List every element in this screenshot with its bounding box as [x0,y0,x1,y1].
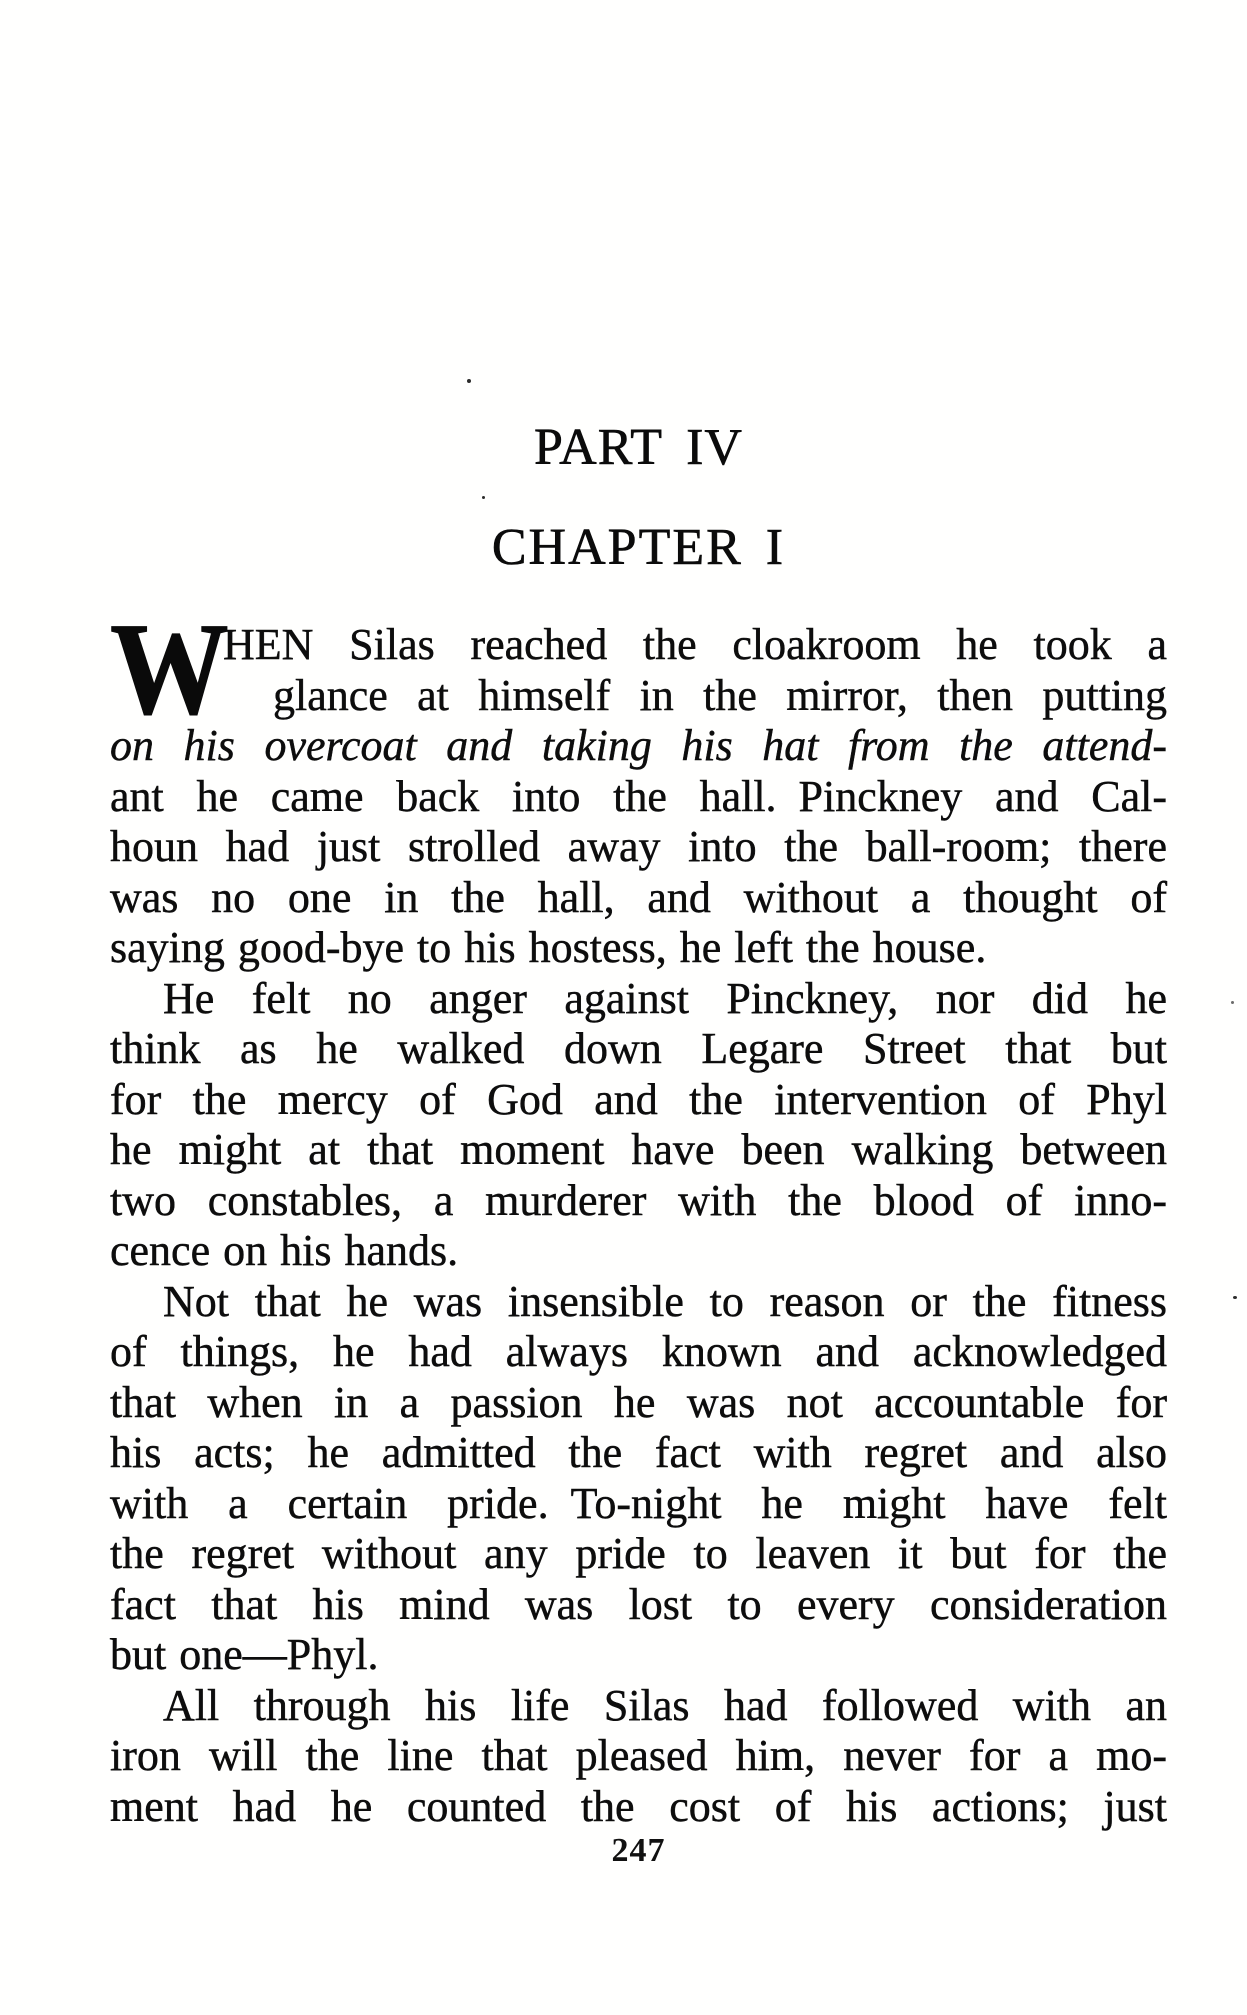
text-line: for the mercy of God and the intervention of Phyl [110,1074,1167,1124]
scan-speck [1233,1296,1237,1299]
chapter-heading: CHAPTER I [491,519,786,576]
scan-speck [482,496,485,499]
text-line: saying good-bye to his hostess, he left the house. [110,923,987,972]
text-line: two constables, a murderer with the blood of inno- [110,1175,1167,1225]
part-heading: PART IV [534,419,743,476]
text-line: ant he came back into the hall. Pinckney and Cal- [110,771,1167,821]
scan-speck [467,379,471,383]
text-line: his acts; he admitted the fact with regret and also [110,1428,1167,1477]
text-line: of things, he had always known and acknowledged [110,1327,1167,1376]
text-line: glance at himself in the mirror, then putting [273,670,1167,720]
text-line: He felt no anger against Pinckney, nor did he [163,973,1167,1023]
text-line: think as he walked down Legare Street that but [110,1024,1167,1073]
text-line: but one—Phyl. [110,1630,379,1679]
text-line: iron will the line that pleased him, never for a mo- [110,1731,1167,1780]
paragraph-3 [110,1277,1167,1681]
text-line: that when in a passion he was not accountable for [110,1377,1167,1427]
text-line: ment had he counted the cost of his actions; just [110,1781,1167,1831]
text-line: Not that he was insensible to reason or the fitness [163,1276,1167,1326]
paragraph-4 [110,1681,1167,1833]
text-line: cence on his hands. [110,1226,459,1275]
scan-speck [1231,1001,1234,1004]
text-line: with a certain pride. To-night he might have felt [110,1478,1167,1528]
page-number: 247 [611,1832,666,1869]
text-line: the regret without any pride to leaven it but for the [110,1529,1167,1578]
text-line: fact that his mind was lost to every consideration [110,1579,1167,1629]
text-line: All through his life Silas had followed with an [163,1680,1167,1730]
text-line: he might at that moment have been walking between [110,1125,1167,1174]
text-block [110,595,1167,1832]
text-line: was no one in the hall, and without a thought of [110,872,1167,922]
text-line: on his overcoat and taking his hat from the attend- [110,721,1167,770]
paragraph-2 [110,974,1167,1277]
text-line: houn had just strolled away into the ball-room; there [110,822,1167,871]
paragraph-1 [110,595,1167,974]
drop-cap: W [110,595,229,742]
text-line: HEN Silas reached the cloakroom he took a [223,620,1167,669]
